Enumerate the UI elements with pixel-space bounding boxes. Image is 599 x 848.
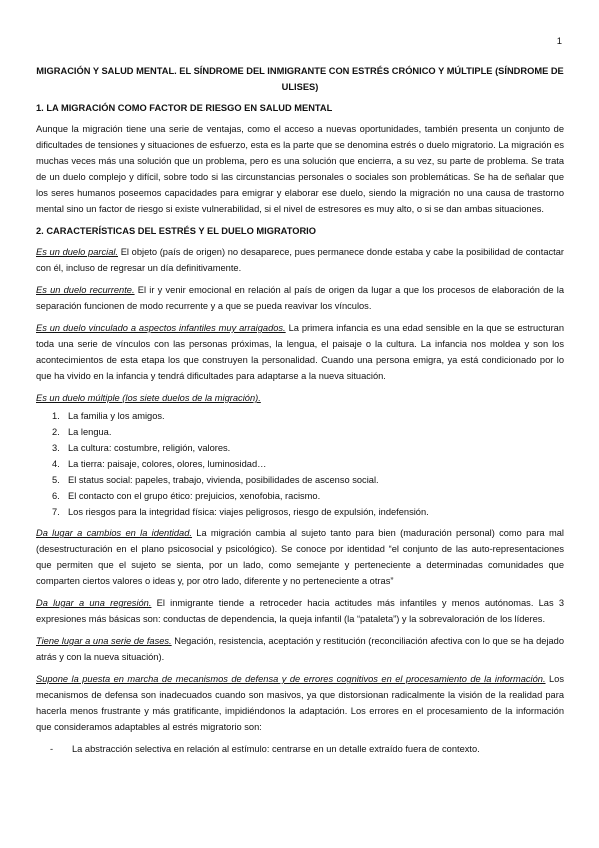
list-item (36, 408, 564, 424)
list-number: 2. (52, 427, 60, 437)
characteristic-text: El inmigrante tiende a retroceder hacia actitudes más infantiles y menos autónomas. Las 3 expresiones más básicas son: conductas de dependencia, la queja infantil (la “pataleta”) y la sobrevaloración de los líderes. (36, 598, 564, 624)
list-item (36, 472, 564, 488)
characteristic-lead: Supone la puesta en marcha de mecanismos de defensa y de errores cognitivos en el procesamiento de la información. (36, 674, 546, 684)
characteristic-recurrent-grief (36, 282, 564, 314)
seven-griefs-list (36, 408, 564, 520)
characteristic-multiple-grief (36, 390, 564, 406)
list-number: 6. (52, 491, 60, 501)
characteristic-partial-grief (36, 244, 564, 276)
list-text: Los riesgos para la integridad física: viajes peligrosos, riesgo de expulsión, indefensión. (68, 507, 429, 517)
characteristic-defense-mechanisms (36, 671, 564, 735)
list-text: La familia y los amigos. (68, 411, 165, 421)
characteristic-lead: Da lugar a cambios en la identidad. (36, 528, 192, 538)
section-1-paragraph: Aunque la migración tiene una serie de ventajas, como el acceso a nuevas oportunidades, también presenta un conjunto de dificultades de tensiones y situaciones de esfuerzo, esta es la parte que se denomina estrés o duelo migratorio. La migración es muchas veces más una solución que un problema, pero es una solución que encierra, a su vez, su parte de problema. Se trata de un duelo complejo y difícil, sobre todo si las circunstancias personales o sociales son problemáticas. Se ha de señalar que los seres humanos poseemos capacidades para emigrar y elaborar ese duelo, siendo la migración no una causa de trastorno mental sino un factor de riesgo si existe vulnerabilidad, si el nivel de estresores es muy alto, o si se dan ambas situaciones. (36, 124, 564, 214)
list-item (36, 741, 564, 757)
list-text: La cultura: costumbre, religión, valores. (68, 443, 231, 453)
characteristic-text: La primera infancia es una edad sensible en la que se estructuran toda una serie de vínculos con las personas próximas, la lengua, el paisaje o la cultura. La infancia nos moldea y son los acontecimientos de esta etapa los que construyen la personalidad. Cuando una persona emigra, ya está condicionado por lo que ha vivido en la infancia y tendrá dificultades para adaptarse a la nueva situación. (36, 323, 565, 381)
list-item (36, 440, 564, 456)
characteristic-identity-change (36, 525, 564, 589)
list-item (36, 504, 564, 520)
list-item (36, 488, 564, 504)
characteristic-lead: Es un duelo parcial. (36, 247, 119, 257)
characteristic-lead: Es un duelo recurrente. (36, 285, 135, 295)
list-number: 1. (52, 411, 60, 421)
list-dash: - (50, 744, 54, 754)
characteristic-text: El objeto (país de origen) no desaparece, pues permanece donde estaba y cabe la posibilidad de contactar con él, incluso de regresar un día definitivamente. (36, 247, 564, 273)
characteristic-phases (36, 633, 564, 665)
list-number: 4. (52, 459, 60, 469)
document-body (36, 63, 564, 757)
characteristic-lead: Da lugar a una regresión. (36, 598, 152, 608)
characteristic-regression (36, 595, 564, 627)
characteristic-text: Negación, resistencia, aceptación y restitución (reconciliación afectiva con lo que se ha dejado atrás y con la nueva situación). (36, 636, 564, 662)
list-text: La abstracción selectiva en relación al estímulo: centrarse en un detalle extraído fuera de contexto. (72, 744, 480, 754)
characteristic-lead: Tiene lugar a una serie de fases. (36, 636, 172, 646)
section-2-heading: 2. CARACTERÍSTICAS DEL ESTRÉS Y EL DUELO MIGRATORIO (36, 226, 316, 236)
list-text: La lengua. (68, 427, 112, 437)
list-number: 5. (52, 475, 60, 485)
list-item (36, 424, 564, 440)
characteristic-text: Los mecanismos de defensa son inadecuados cuando son masivos, ya que distorsionan radicalmente la visión de la realidad para hacerla menos frustrante y más gratificante, impidiéndonos la adaptación. Los errores en el procesamiento de la información que consideramos adaptables al estrés migratorio son: (36, 674, 564, 732)
characteristic-childhood-grief (36, 320, 564, 384)
characteristic-text: La migración cambia al sujeto tanto para bien (maduración personal) como para mal (desestructuración en el plano psicosocial y psicológico). Se conoce por identidad “el conjunto de las auto-representaciones que permiten que el sujeto se sienta, por un lado, como semejante y perteneciente a determinadas comunidades que comparten ciertos valores o ideas y, por otro lado, diferente y no perteneciente a otras” (36, 528, 564, 586)
list-text: El contacto con el grupo ético: prejuicios, xenofobia, racismo. (68, 491, 321, 501)
list-text: La tierra: paisaje, colores, olores, luminosidad… (68, 459, 267, 469)
list-number: 3. (52, 443, 60, 453)
list-item (36, 456, 564, 472)
list-text: El status social: papeles, trabajo, vivienda, posibilidades de ascenso social. (68, 475, 379, 485)
characteristic-lead: Es un duelo múltiple (los siete duelos de la migración). (36, 393, 261, 403)
characteristic-text: El ir y venir emocional en relación al país de origen da lugar a que los procesos de elaboración de la separación funcionen de modo recurrente y a que se pueda reavivar los vínculos. (36, 285, 564, 311)
page-number: 1 (556, 36, 562, 47)
section-1-heading: 1. LA MIGRACIÓN COMO FACTOR DE RIESGO EN SALUD MENTAL (36, 103, 333, 113)
list-number: 7. (52, 507, 60, 517)
cognitive-errors-list (36, 741, 564, 757)
characteristic-lead: Es un duelo vinculado a aspectos infantiles muy arraigados. (36, 323, 286, 333)
document-title: MIGRACIÓN Y SALUD MENTAL. EL SÍNDROME DEL INMIGRANTE CON ESTRÉS CRÓNICO Y MÚLTIPLE (SÍNDROME DE ULISES) (36, 66, 564, 92)
